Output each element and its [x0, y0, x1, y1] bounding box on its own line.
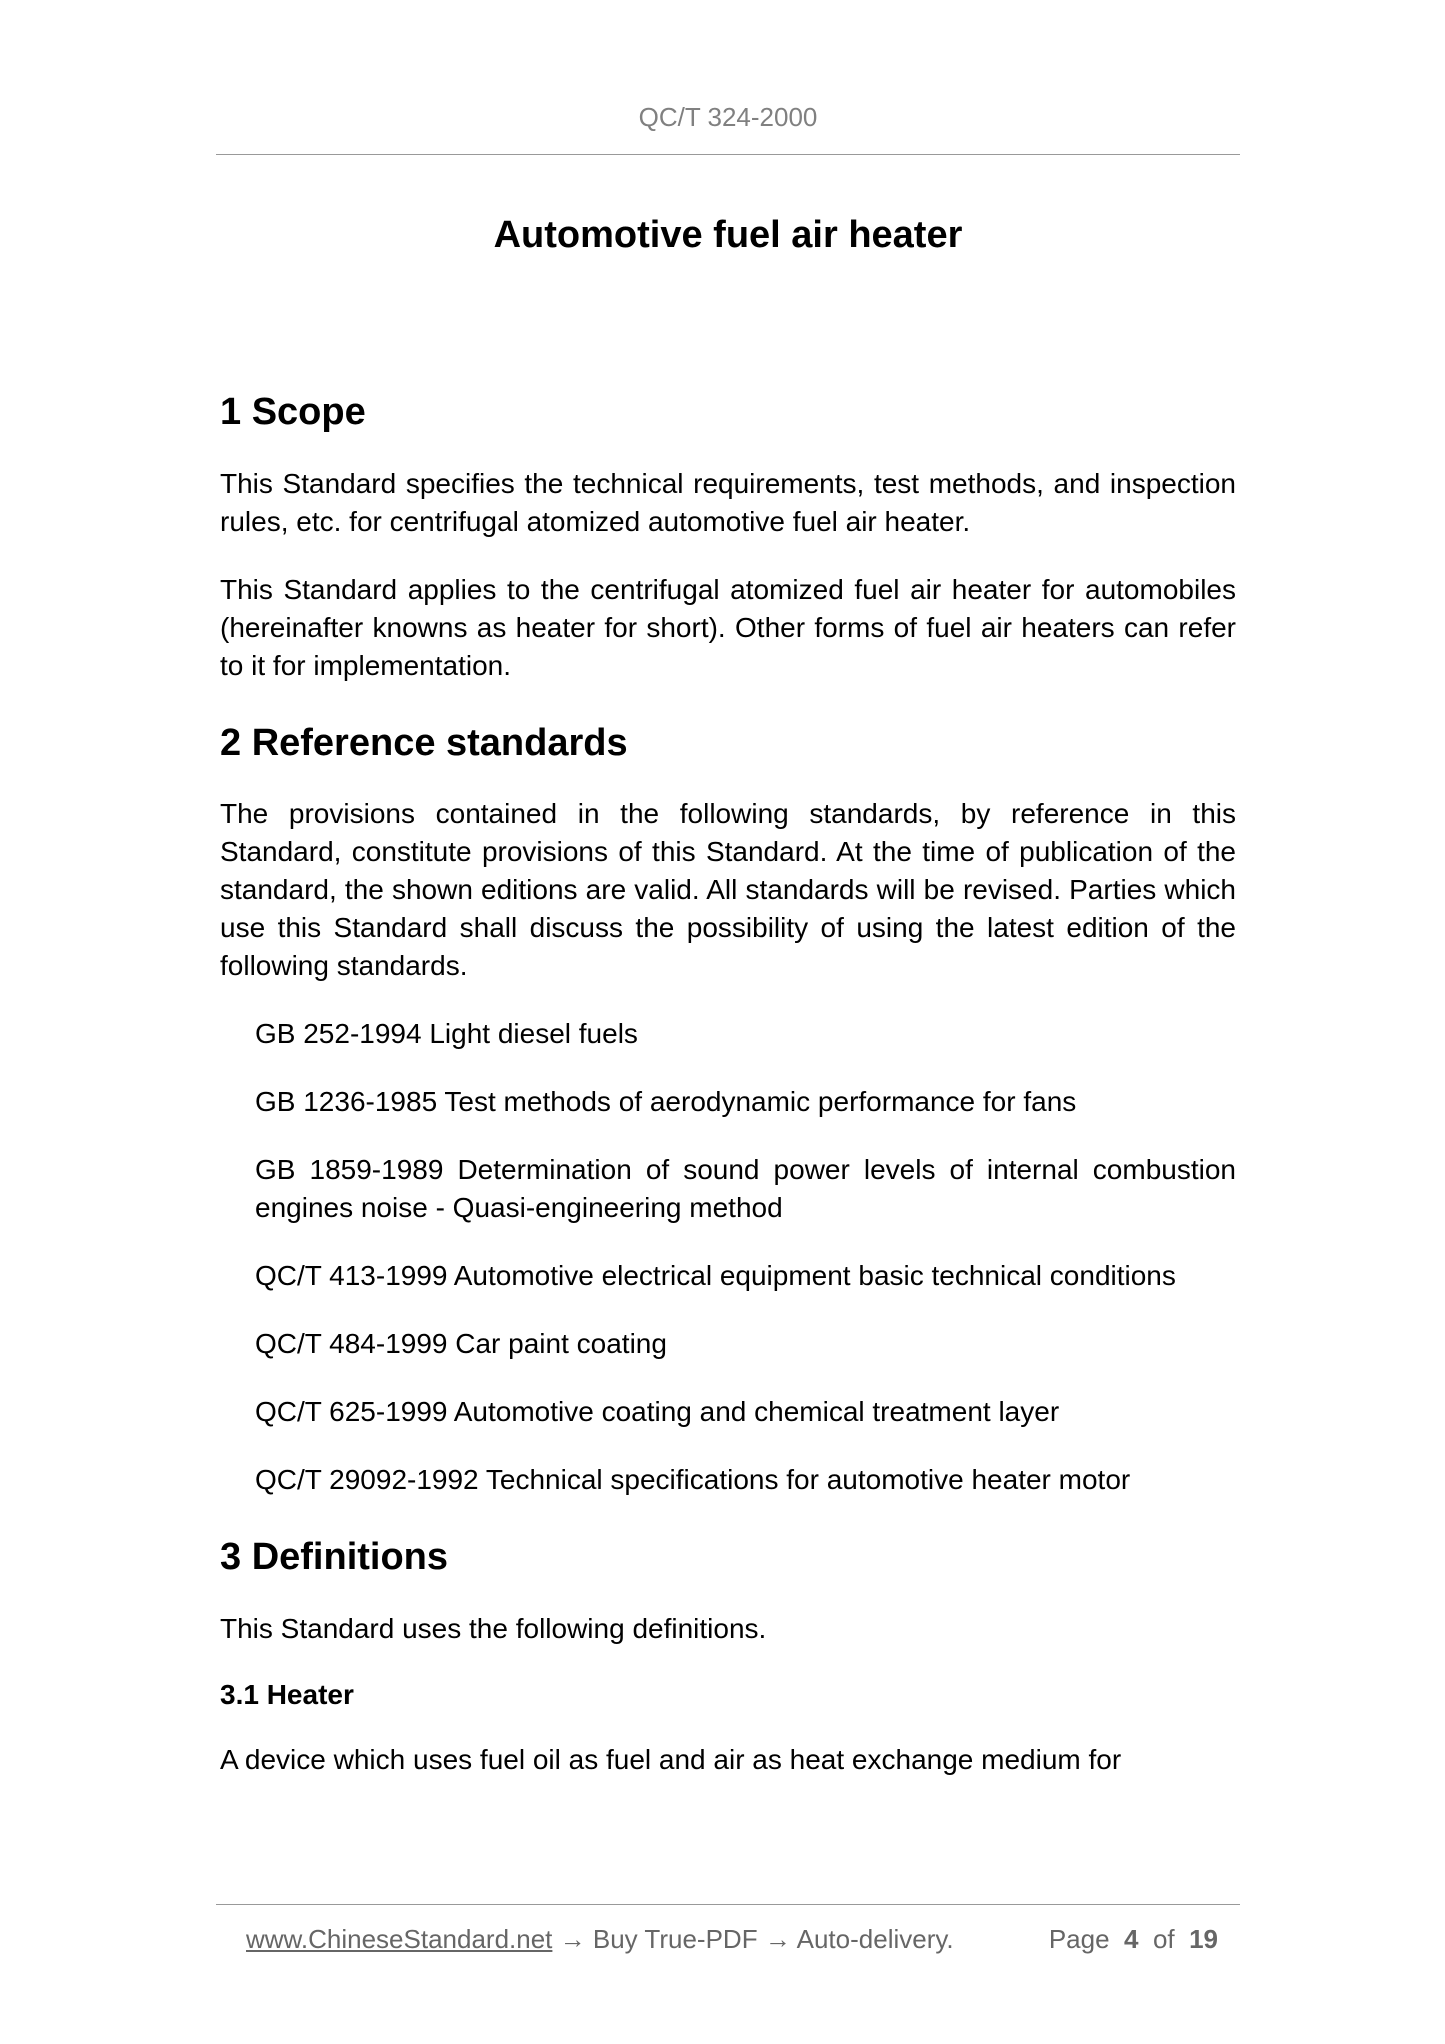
document-title: Automotive fuel air heater	[493, 214, 963, 256]
definitions-intro: This Standard uses the following definitions.	[220, 1612, 767, 1644]
page-header-doc-code: QC/T 324-2000	[638, 102, 818, 132]
current-page-number: 4	[1124, 1924, 1139, 1954]
arrow-right-icon: →	[764, 1924, 791, 1954]
reference-item: GB 252-1994 Light diesel fuels	[255, 1018, 638, 1050]
reference-item: QC/T 484-1999 Car paint coating	[255, 1328, 667, 1360]
reference-item: QC/T 625-1999 Automotive coating and chemical treatment layer	[255, 1396, 1060, 1428]
page-number	[1049, 1924, 1218, 1955]
document-body	[220, 390, 1236, 1779]
heater-definition-text: A device which uses fuel oil as fuel and air as heat exchange medium for	[220, 1744, 1122, 1776]
footer-delivery-text: Auto-delivery.	[796, 1924, 954, 1954]
scope-paragraph-2: This Standard applies to the centrifugal atomized fuel air heater for automobiles (hereinafter knowns as heater for short). Other forms of fuel air heaters can refer to it for implementation.	[220, 573, 1236, 681]
arrow-right-icon: →	[559, 1924, 586, 1954]
section-heading-definitions: 3 Definitions	[220, 1536, 449, 1579]
page-label: Page	[1048, 1924, 1110, 1954]
references-intro: The provisions contained in the following standards, by reference in this Standard, constitute provisions of this Standard. At the time of publication of the standard, the shown editions are valid. All standards will be revised. Parties which use this Standard shall discuss the possibility of using the latest edition of the following standards.	[220, 798, 1236, 982]
chinesestandard-link[interactable]: www.ChineseStandard.net	[246, 1924, 553, 1954]
reference-item: GB 1859-1989 Determination of sound power levels of internal combustion engines noise - Quasi-engineering method	[255, 1154, 1236, 1224]
header-divider	[216, 154, 1240, 155]
section-heading-references: 2 Reference standards	[220, 721, 628, 764]
reference-item: GB 1236-1985 Test methods of aerodynamic performance for fans	[255, 1086, 1077, 1118]
subsection-heading-heater: 3.1 Heater	[220, 1678, 354, 1710]
page-of-label: of	[1152, 1924, 1175, 1954]
total-pages-number: 19	[1189, 1924, 1218, 1954]
page-footer	[216, 1904, 1240, 1964]
footer-promo	[246, 1924, 954, 1955]
section-heading-scope: 1 Scope	[220, 391, 366, 433]
reference-item: QC/T 29092-1992 Technical specifications for automotive heater motor	[255, 1464, 1131, 1496]
reference-item: QC/T 413-1999 Automotive electrical equipment basic technical conditions	[255, 1260, 1176, 1292]
scope-paragraph-1: This Standard specifies the technical requirements, test methods, and inspection rules, etc. for centrifugal atomized automotive fuel air heater.	[220, 467, 1236, 537]
footer-buy-text: Buy True-PDF	[592, 1924, 758, 1954]
